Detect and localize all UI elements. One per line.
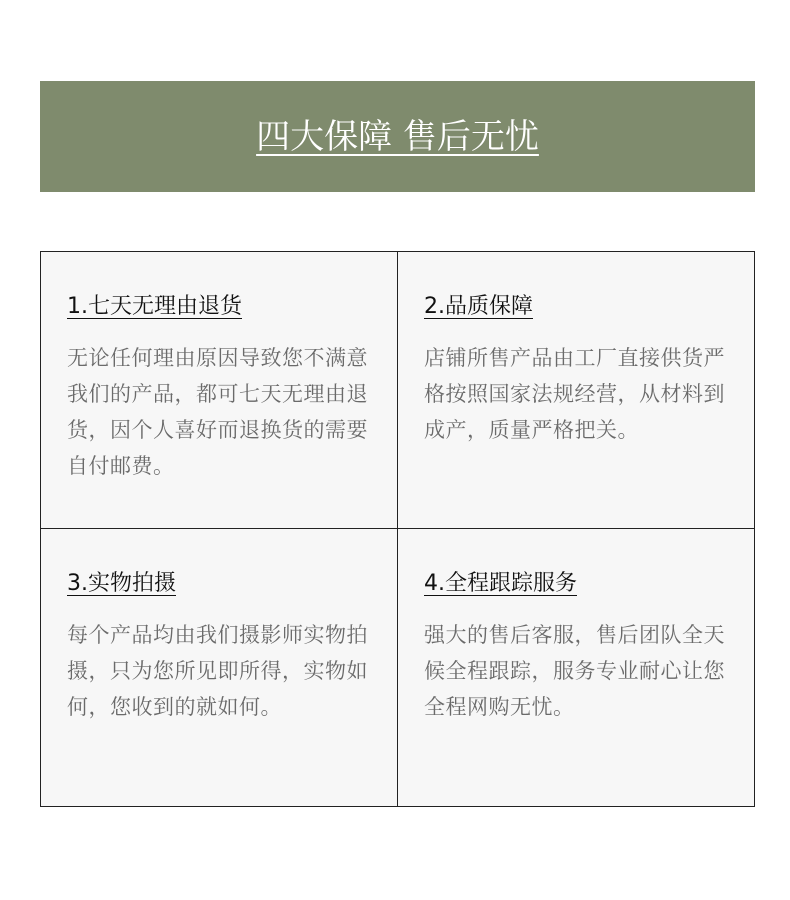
- guarantee-banner: [40, 81, 755, 192]
- guarantee-description: 无论任何理由原因导致您不满意我们的产品，都可七天无理由退货，因个人喜好而退换货的需要自付邮费。: [67, 346, 368, 479]
- guarantee-card-service: [397, 528, 755, 807]
- guarantee-description: 每个产品均由我们摄影师实物拍摄，只为您所见即所得，实物如何，您收到的就如何。: [67, 623, 368, 720]
- guarantee-card-photos: [40, 528, 397, 807]
- guarantee-title: 3.实物拍摄: [67, 571, 176, 596]
- guarantee-description: 强大的售后客服，售后团队全天候全程跟踪，服务专业耐心让您全程网购无忧。: [424, 623, 725, 720]
- guarantee-grid: [40, 251, 755, 807]
- guarantee-title: 4.全程跟踪服务: [424, 571, 577, 596]
- guarantee-title: 1.七天无理由退货: [67, 294, 242, 319]
- guarantee-card-return: [40, 251, 397, 528]
- banner-title: 四大保障 售后无忧: [256, 116, 539, 157]
- guarantee-title: 2.品质保障: [424, 294, 533, 319]
- guarantee-card-quality: [397, 251, 755, 528]
- guarantee-description: 店铺所售产品由工厂直接供货严格按照国家法规经营，从材料到成产，质量严格把关。: [424, 346, 725, 443]
